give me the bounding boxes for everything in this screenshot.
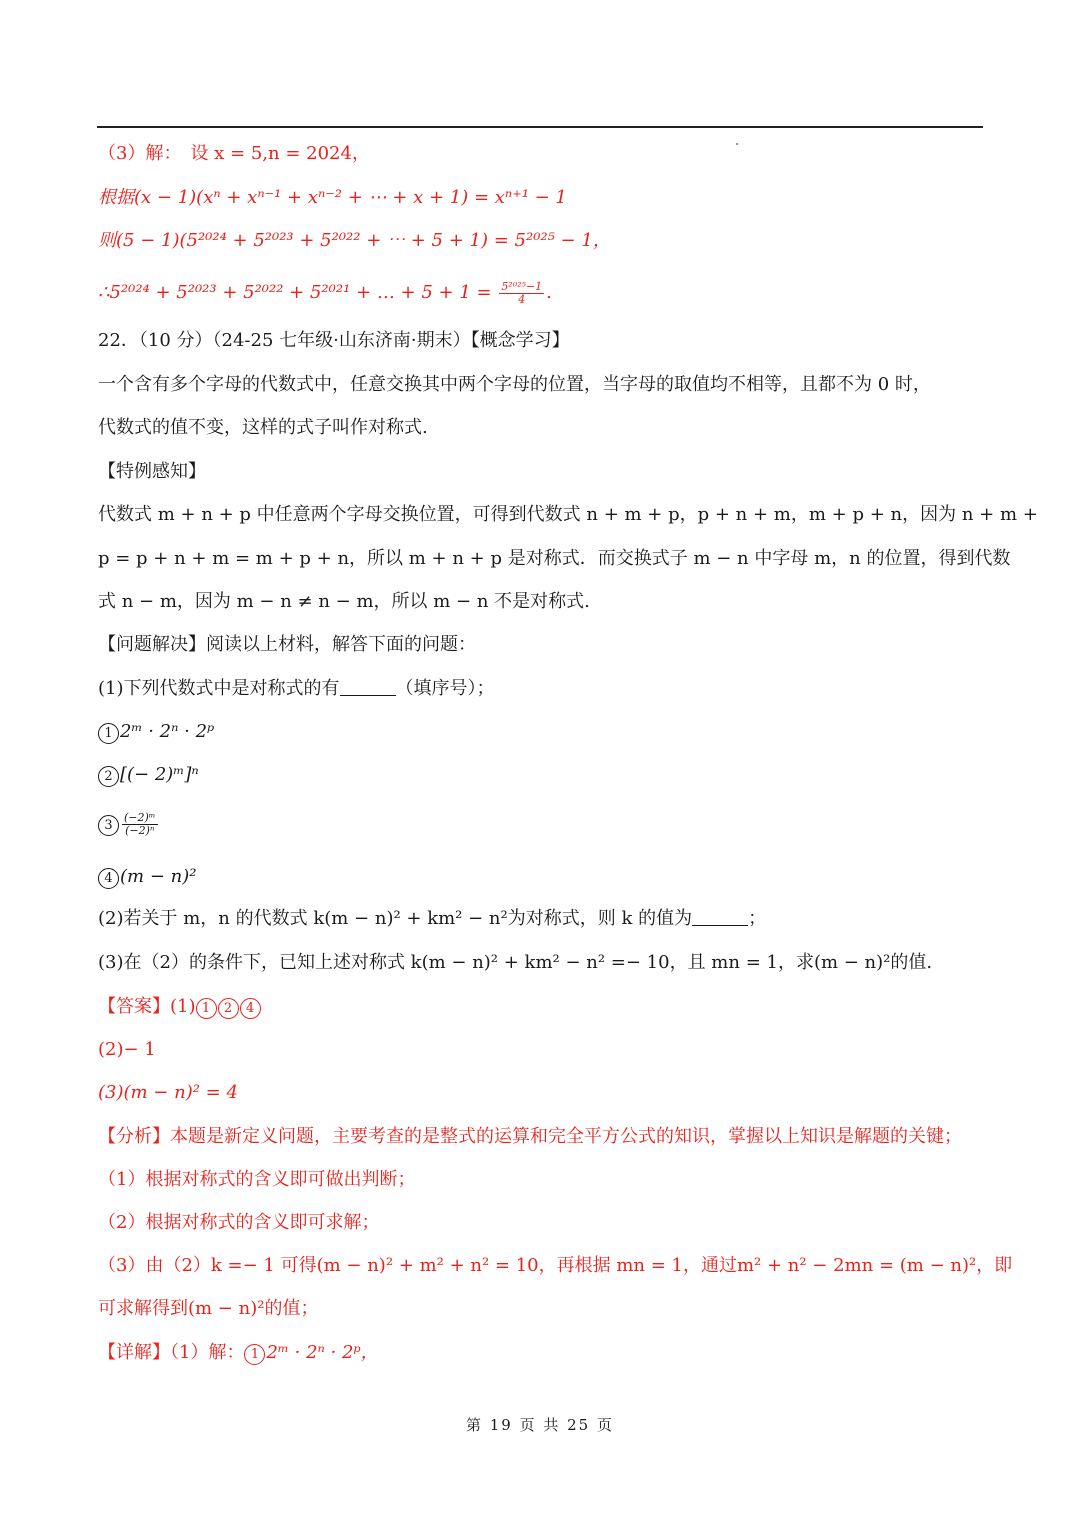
option-1-marker: 1 xyxy=(98,723,119,744)
option-2-marker: 2 xyxy=(98,766,119,787)
answer-marker-1: 1 xyxy=(196,998,217,1019)
sub-question-2-text: (2)若关于 m，n 的代数式 k(m − n)² + km² − n²为对称式，则 k 的值为 xyxy=(98,908,693,929)
concept-paragraph-2: 代数式的值不变，这样的式子叫作对称式. xyxy=(98,417,428,438)
section-heading-problems: 【问题解决】阅读以上材料，解答下面的问题： xyxy=(98,634,476,655)
sub-question-3: (3)在（2）的条件下，已知上述对称式 k(m − n)² + km² − n² =− 10，且 mn = 1，求(m − n)²的值. xyxy=(98,952,933,973)
solution-line-1: （3）解： 设 x = 5,n = 2024， xyxy=(98,143,370,164)
answer-blank-1 xyxy=(340,677,396,696)
option-1-expr: 2ᵐ · 2ⁿ · 2ᵖ xyxy=(120,721,215,742)
option-3-denominator: (−2)ⁿ xyxy=(125,823,155,837)
answer-marker-2: 2 xyxy=(218,998,239,1019)
option-3-fraction xyxy=(122,812,158,837)
solution-line-2: 根据(x − 1)(xⁿ + xⁿ⁻¹ + xⁿ⁻² + ⋯ + x + 1) = xⁿ⁺¹ − 1 xyxy=(98,187,567,208)
option-4-marker: 4 xyxy=(98,868,119,889)
detail-line-1 xyxy=(98,1340,379,1366)
answer-blank-2 xyxy=(692,907,748,926)
header-rule xyxy=(97,126,983,128)
option-1 xyxy=(98,719,214,745)
solution-line-3: 则(5 − 1)(5²⁰²⁴ + 5²⁰²³ + 5²⁰²² + ⋯ + 5 + 1) = 5²⁰²⁵ − 1， xyxy=(98,230,611,251)
solution-line-4-lhs: ∴5²⁰²⁴ + 5²⁰²³ + 5²⁰²² + 5²⁰²¹ + … + 5 + 1 = xyxy=(98,282,492,303)
detail-marker-1: 1 xyxy=(244,1344,265,1365)
concept-paragraph-1: 一个含有多个字母的代数式中，任意交换其中两个字母的位置，当字母的取值均不相等，且都不为 0 时， xyxy=(98,374,931,395)
option-3-numerator: (−2)ᵐ xyxy=(124,810,156,824)
detail-expr: 2ᵐ · 2ⁿ · 2ᵖ， xyxy=(266,1342,379,1363)
analysis-line-5: 可求解得到(m − n)²的值； xyxy=(98,1298,319,1319)
option-4 xyxy=(98,864,196,890)
solution-line-4 xyxy=(98,280,552,306)
answer-line-3: (3)(m − n)² = 4 xyxy=(98,1082,238,1103)
answer-marker-4: 4 xyxy=(240,998,261,1019)
sub-question-1-text: (1)下列代数式中是对称式的有 xyxy=(98,678,340,699)
sub-question-1-tail: （填序号）； xyxy=(395,678,495,699)
option-3-marker: 3 xyxy=(98,815,119,836)
option-4-expr: (m − n)² xyxy=(120,866,197,887)
detail-label: 【详解】 xyxy=(98,1342,170,1363)
analysis-line-2: （1）根据对称式的含义即可做出判断； xyxy=(98,1169,416,1190)
solution-line-4-end: . xyxy=(546,282,552,303)
scan-speck xyxy=(736,143,738,145)
example-paragraph-3: 式 n − m，因为 m − n ≠ n − m，所以 m − n 不是对称式. xyxy=(98,591,590,612)
analysis-line-4: （3）由（2）k =− 1 可得(m − n)² + m² + n² = 10，再根据 mn = 1，通过m² + n² − 2mn = (m − n)²，即 xyxy=(98,1255,1013,1276)
option-3 xyxy=(98,811,160,837)
option-2-expr: [(− 2)ᵐ]ⁿ xyxy=(120,764,199,785)
section-heading-examples: 【特例感知】 xyxy=(98,461,206,482)
answer-1-prefix: (1) xyxy=(170,996,196,1017)
fraction-numerator: 5²⁰²⁵−1 xyxy=(501,279,543,293)
page-footer: 第 19 页 共 25 页 xyxy=(465,1416,614,1434)
analysis-line-1: 【分析】本题是新定义问题，主要考查的是整式的运算和完全平方公式的知识，掌握以上知识是解题的关键； xyxy=(98,1126,962,1147)
example-paragraph-2: p = p + n + m = m + p + n，所以 m + n + p 是对称式．而交换式子 m − n 中字母 m，n 的位置，得到代数 xyxy=(98,548,1011,569)
question-22-title: 22．（10 分）（24-25 七年级·山东济南·期末）【概念学习】 xyxy=(98,330,570,351)
option-2 xyxy=(98,762,199,788)
answer-label: 【答案】 xyxy=(98,996,170,1017)
fraction-denominator: 4 xyxy=(518,292,526,306)
sub-question-1 xyxy=(98,676,495,702)
analysis-line-3: （2）根据对称式的含义即可求解； xyxy=(98,1212,380,1233)
sub-question-2-tail: ； xyxy=(748,908,767,929)
answer-line-1 xyxy=(98,994,262,1020)
solution-fraction xyxy=(499,281,544,306)
detail-prefix: （1）解： xyxy=(170,1342,245,1363)
sub-question-2 xyxy=(98,906,766,932)
example-paragraph-1: 代数式 m + n + p 中任意两个字母交换位置，可得到代数式 n + m + p，p + n + m，m + p + n，因为 n + m + xyxy=(98,504,1038,525)
answer-line-2: (2)− 1 xyxy=(98,1039,156,1060)
